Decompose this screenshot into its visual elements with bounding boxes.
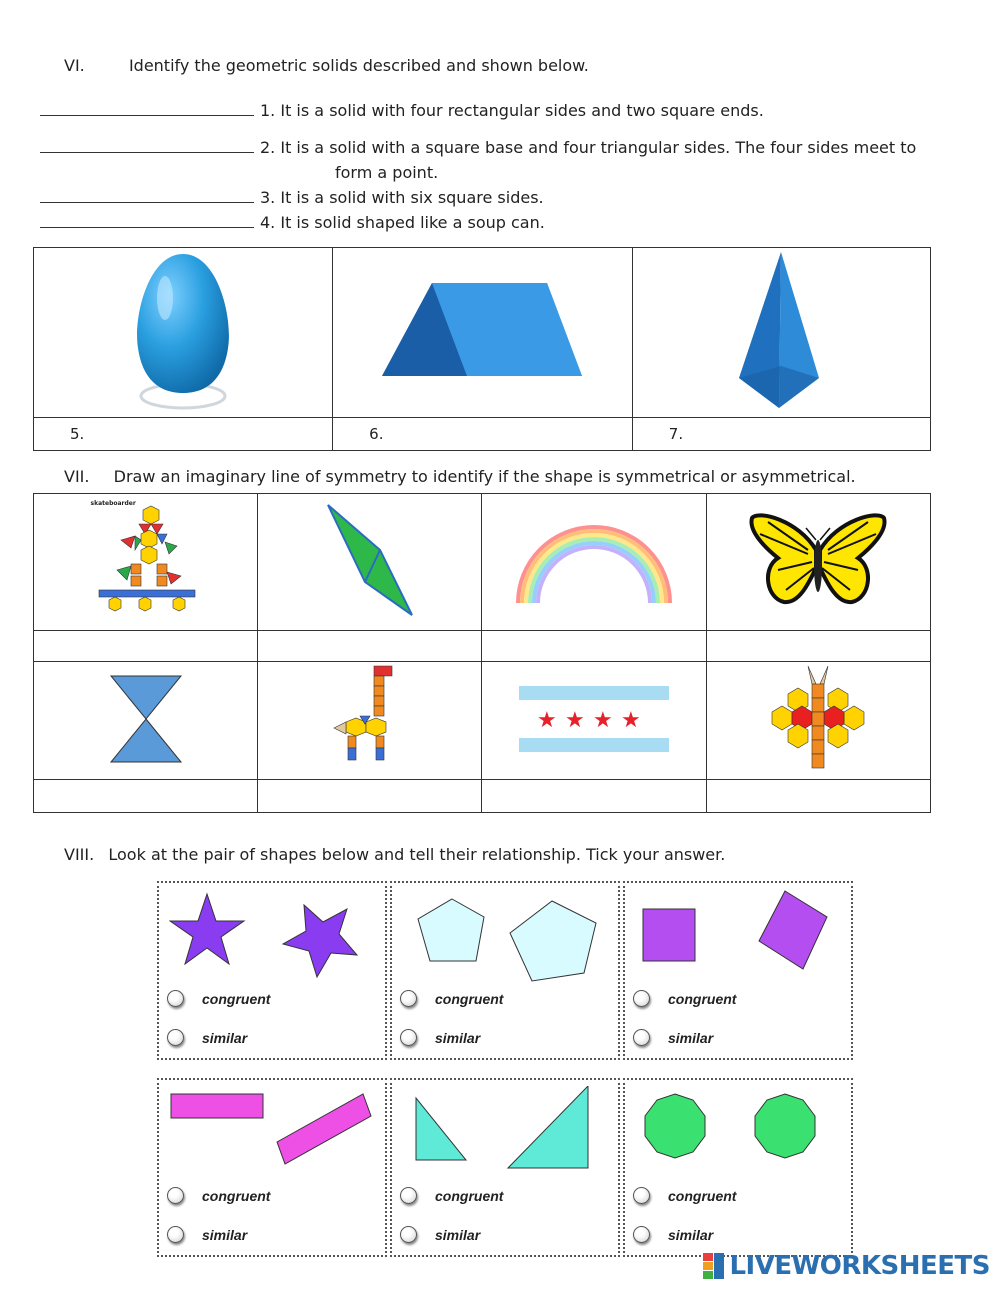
kite-image bbox=[320, 500, 420, 620]
section-7-heading bbox=[64, 467, 856, 486]
similar-option-2[interactable] bbox=[400, 1029, 480, 1046]
chicago-flag-image bbox=[519, 684, 669, 754]
answer-blank-2[interactable] bbox=[40, 138, 254, 153]
label-7: 7. bbox=[632, 418, 930, 451]
congruent-label-3: congruent bbox=[668, 990, 737, 1007]
butterfly-cell bbox=[706, 494, 930, 631]
similar-option-4[interactable] bbox=[167, 1226, 247, 1243]
congruent-option-4[interactable] bbox=[167, 1187, 270, 1204]
congruent-label-4: congruent bbox=[202, 1187, 271, 1204]
answer-cell-5[interactable] bbox=[34, 780, 258, 813]
similar-option-3[interactable] bbox=[633, 1029, 713, 1046]
flag-cell bbox=[482, 662, 707, 780]
answer-cell-2[interactable] bbox=[258, 631, 482, 662]
congruent-radio-6[interactable] bbox=[633, 1187, 650, 1204]
hourglass-cell bbox=[34, 662, 258, 780]
kite-cell bbox=[258, 494, 482, 631]
question-2-continued: form a point. bbox=[335, 163, 439, 182]
pair-box-pentagons bbox=[390, 881, 620, 1060]
skateboarder-image bbox=[91, 500, 201, 625]
congruent-radio-4[interactable] bbox=[167, 1187, 184, 1204]
answer-blank-3[interactable] bbox=[40, 188, 254, 203]
answer-cell-7[interactable] bbox=[482, 780, 707, 813]
congruent-option-3[interactable] bbox=[633, 990, 736, 1007]
giraffe-cell bbox=[258, 662, 482, 780]
question-2-text: 2. It is a solid with a square base and four triangular sides. The four sides meet to bbox=[260, 138, 917, 157]
similar-label-5: similar bbox=[435, 1226, 481, 1243]
hourglass-image bbox=[109, 674, 183, 764]
label-6: 6. bbox=[333, 418, 633, 451]
congruent-radio-5[interactable] bbox=[400, 1187, 417, 1204]
rainbow-image bbox=[504, 515, 684, 605]
butterfly-image bbox=[748, 510, 888, 610]
congruent-radio-2[interactable] bbox=[400, 990, 417, 1007]
similar-label-2: similar bbox=[435, 1029, 481, 1046]
question-3-text: 3. It is a solid with six square sides. bbox=[260, 188, 544, 207]
section-6-number: VI. bbox=[64, 56, 85, 75]
section-7-number: VII. bbox=[64, 467, 90, 486]
section-8-heading bbox=[64, 845, 725, 864]
congruent-radio-1[interactable] bbox=[167, 990, 184, 1007]
egg-image bbox=[123, 248, 243, 413]
congruent-label-1: congruent bbox=[202, 990, 271, 1007]
answer-blank-4[interactable] bbox=[40, 213, 254, 228]
pair-box-stars bbox=[157, 881, 387, 1060]
answer-cell-6[interactable] bbox=[258, 780, 482, 813]
similar-option-5[interactable] bbox=[400, 1226, 480, 1243]
question-1 bbox=[40, 101, 764, 120]
congruent-label-5: congruent bbox=[435, 1187, 504, 1204]
similar-label-6: similar bbox=[668, 1226, 714, 1243]
pattern-butterfly-cell bbox=[706, 662, 930, 780]
question-3 bbox=[40, 188, 544, 207]
answer-cell-3[interactable] bbox=[482, 631, 707, 662]
answer-cell-1[interactable] bbox=[34, 631, 258, 662]
congruent-label-2: congruent bbox=[435, 990, 504, 1007]
rainbow-cell bbox=[482, 494, 707, 631]
section-8-title: Look at the pair of shapes below and tell their relationship. Tick your answer. bbox=[108, 845, 726, 864]
answer-cell-8[interactable] bbox=[706, 780, 930, 813]
similar-option-6[interactable] bbox=[633, 1226, 713, 1243]
svg-text:★: ★ bbox=[536, 707, 557, 733]
pair-box-triangles bbox=[390, 1078, 620, 1257]
similar-label-3: similar bbox=[668, 1029, 714, 1046]
congruent-option-6[interactable] bbox=[633, 1187, 736, 1204]
congruent-option-1[interactable] bbox=[167, 990, 270, 1007]
section-7-title: Draw an imaginary line of symmetry to identify if the shape is symmetrical or asymmetrical. bbox=[113, 467, 856, 486]
pair-box-squares bbox=[623, 881, 853, 1060]
skateboarder-cell bbox=[34, 494, 258, 631]
answer-blank-1[interactable] bbox=[40, 101, 254, 116]
logo-icon bbox=[703, 1253, 725, 1279]
pair-box-decagons bbox=[623, 1078, 853, 1257]
congruent-option-5[interactable] bbox=[400, 1187, 503, 1204]
section-8-number: VIII. bbox=[64, 845, 95, 864]
question-4 bbox=[40, 213, 545, 232]
similar-radio-1[interactable] bbox=[167, 1029, 184, 1046]
liveworksheets-logo bbox=[703, 1251, 990, 1281]
question-1-text: 1. It is a solid with four rectangular sides and two square ends. bbox=[260, 101, 764, 120]
triangular-prism-image bbox=[372, 271, 592, 391]
question-2 bbox=[40, 138, 916, 157]
similar-radio-5[interactable] bbox=[400, 1226, 417, 1243]
giraffe-image bbox=[330, 664, 410, 774]
squares-image bbox=[635, 889, 845, 989]
decagons-image bbox=[635, 1086, 845, 1186]
egg-cell bbox=[34, 248, 333, 418]
similar-radio-6[interactable] bbox=[633, 1226, 650, 1243]
solids-table bbox=[33, 247, 931, 451]
similar-option-1[interactable] bbox=[167, 1029, 247, 1046]
congruent-label-6: congruent bbox=[668, 1187, 737, 1204]
symmetry-table bbox=[33, 493, 931, 813]
similar-radio-4[interactable] bbox=[167, 1226, 184, 1243]
triangles-image bbox=[402, 1086, 612, 1186]
pair-box-rectangles bbox=[157, 1078, 387, 1257]
rectangles-image bbox=[169, 1086, 379, 1186]
pyramid-cell bbox=[632, 248, 930, 418]
prism-cell bbox=[333, 248, 633, 418]
label-5: 5. bbox=[34, 418, 333, 451]
stars-image bbox=[169, 889, 369, 989]
svg-text:★: ★ bbox=[592, 707, 613, 733]
pattern-butterfly-image bbox=[768, 664, 868, 774]
congruent-option-2[interactable] bbox=[400, 990, 503, 1007]
section-6-title: Identify the geometric solids described and shown below. bbox=[128, 56, 589, 75]
similar-label-4: similar bbox=[202, 1226, 248, 1243]
logo-text: LIVEWORKSHEETS bbox=[729, 1251, 990, 1281]
pyramid-image bbox=[721, 248, 841, 413]
answer-cell-4[interactable] bbox=[706, 631, 930, 662]
svg-text:★: ★ bbox=[620, 707, 641, 733]
similar-radio-3[interactable] bbox=[633, 1029, 650, 1046]
svg-text:★: ★ bbox=[564, 707, 585, 733]
similar-label-1: similar bbox=[202, 1029, 248, 1046]
skateboarder-caption: skateboarder bbox=[90, 499, 136, 507]
similar-radio-2[interactable] bbox=[400, 1029, 417, 1046]
question-4-text: 4. It is solid shaped like a soup can. bbox=[260, 213, 545, 232]
section-6-heading bbox=[64, 56, 589, 75]
congruent-radio-3[interactable] bbox=[633, 990, 650, 1007]
pentagons-image bbox=[402, 889, 612, 994]
